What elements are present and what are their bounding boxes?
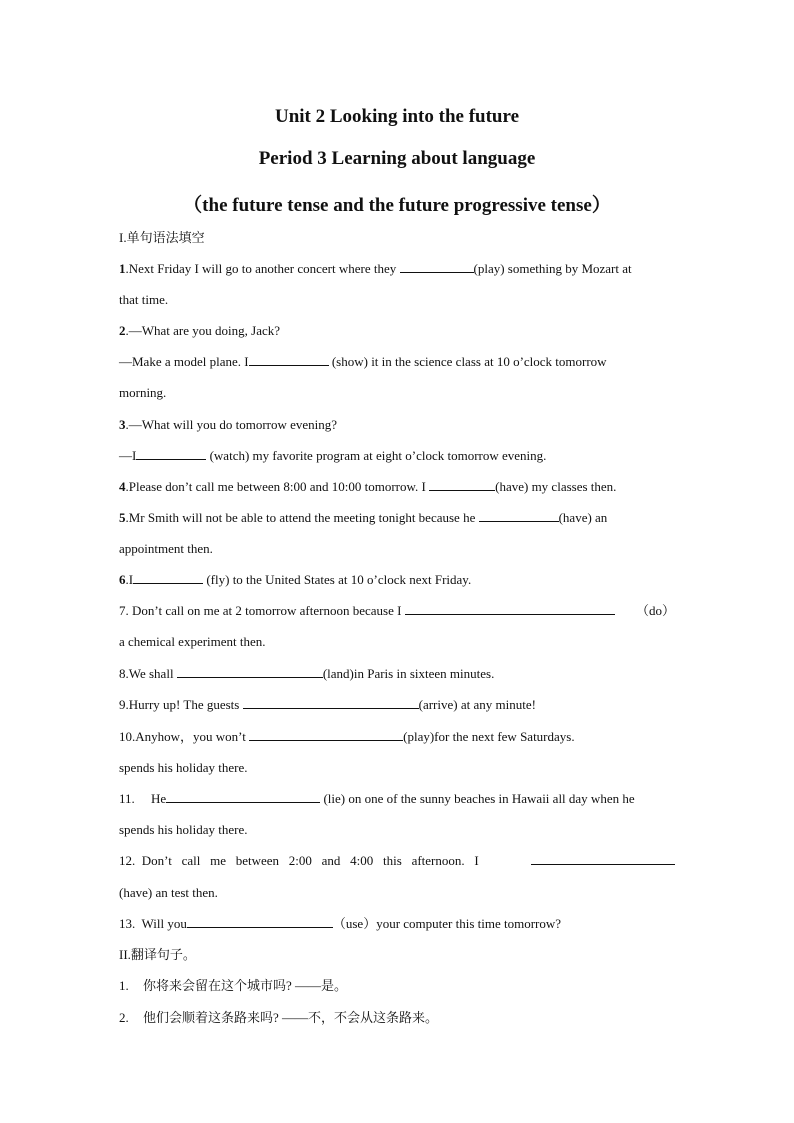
question-3-line-1 bbox=[119, 417, 675, 433]
question-text: (have) an bbox=[558, 510, 608, 525]
translation-item-1 bbox=[119, 978, 675, 994]
question-2-line-1 bbox=[119, 323, 675, 339]
question-13 bbox=[119, 916, 675, 932]
answer-blank[interactable] bbox=[243, 697, 419, 709]
section-heading-translation: II.翻译句子。 bbox=[119, 947, 196, 962]
question-text: (have) my classes then. bbox=[495, 479, 617, 494]
question-text: (play)for the next few Saturdays. bbox=[403, 729, 575, 744]
question-text: 12. Don’t call me between 2:00 and 4:00 this afternoon. I bbox=[119, 853, 479, 868]
question-8 bbox=[119, 666, 675, 682]
question-text: 11. He bbox=[119, 791, 167, 806]
translation-item-2 bbox=[119, 1010, 675, 1026]
question-7-line-1 bbox=[119, 603, 675, 619]
item-text: 你将来会留在这个城市吗? ——是。 bbox=[143, 978, 348, 993]
question-5-line-1 bbox=[119, 510, 675, 526]
question-text: 13. Will you bbox=[119, 916, 187, 931]
question-text: (watch) my favorite program at eight o’clock tomorrow evening. bbox=[206, 448, 547, 463]
question-6 bbox=[119, 572, 675, 588]
answer-blank[interactable] bbox=[249, 729, 403, 741]
question-text: (fly) to the United States at 10 o’clock next Friday. bbox=[203, 572, 472, 587]
question-number: 3 bbox=[119, 417, 126, 432]
question-number: 6 bbox=[119, 572, 126, 587]
question-number: 1 bbox=[119, 261, 126, 276]
page-title: Unit 2 Looking into the future bbox=[274, 106, 520, 127]
question-number: 4 bbox=[119, 479, 126, 494]
question-text: (lie) on one of the sunny beaches in Hawaii all day when he bbox=[320, 791, 635, 806]
answer-blank[interactable] bbox=[136, 448, 206, 460]
question-text: (land)in Paris in sixteen minutes. bbox=[322, 666, 495, 681]
question-11-line-1 bbox=[119, 791, 675, 807]
item-number: 2. bbox=[119, 1010, 129, 1025]
answer-blank[interactable] bbox=[479, 510, 559, 522]
answer-blank[interactable] bbox=[429, 479, 495, 491]
answer-blank[interactable] bbox=[405, 603, 615, 615]
answer-blank[interactable] bbox=[249, 354, 329, 366]
question-text: (arrive) at any minute! bbox=[418, 697, 536, 712]
question-text: （use）your computer this time tomorrow? bbox=[332, 916, 562, 931]
question-text: .Next Friday I will go to another concert where they bbox=[125, 261, 400, 276]
question-text: .I bbox=[125, 572, 134, 587]
item-number: 1. bbox=[119, 978, 129, 993]
question-1-line-1 bbox=[119, 261, 675, 277]
question-2-line-2 bbox=[119, 354, 675, 370]
question-9 bbox=[119, 697, 675, 713]
question-5-line-2: appointment then. bbox=[119, 541, 213, 556]
page-topic: （the future tense and the future progressive tense） bbox=[183, 195, 611, 216]
question-text: 9.Hurry up! The guests bbox=[119, 697, 243, 712]
answer-blank[interactable] bbox=[400, 261, 474, 273]
question-text: 10.Anyhow，you won’t bbox=[119, 729, 250, 744]
question-text: 8.We shall bbox=[119, 666, 177, 681]
answer-blank[interactable] bbox=[133, 572, 203, 584]
question-text: .Mr Smith will not be able to attend the meeting tonight because he bbox=[125, 510, 479, 525]
question-number: 5 bbox=[119, 510, 126, 525]
question-text: .Please don’t call me between 8:00 and 10:00 tomorrow. I bbox=[125, 479, 430, 494]
question-text: （do） bbox=[635, 603, 675, 618]
question-text: —I bbox=[119, 448, 137, 463]
item-text: 他们会顺着这条路来吗? ——不，不会从这条路来。 bbox=[143, 1010, 439, 1025]
section-heading-fill-blank: I.单句语法填空 bbox=[119, 230, 205, 245]
question-text: (play) something by Mozart at bbox=[473, 261, 632, 276]
question-3-line-2 bbox=[119, 448, 675, 464]
answer-blank[interactable] bbox=[531, 853, 675, 865]
question-text: 7. Don’t call on me at 2 tomorrow afternoon because I bbox=[119, 603, 405, 618]
question-text: .—What will you do tomorrow evening? bbox=[125, 417, 338, 432]
question-text: —Make a model plane. I bbox=[119, 354, 249, 369]
answer-blank[interactable] bbox=[187, 916, 333, 928]
question-10-line-1 bbox=[119, 729, 675, 745]
page-subtitle: Period 3 Learning about language bbox=[258, 148, 536, 169]
question-7-line-2: a chemical experiment then. bbox=[119, 634, 266, 649]
question-12-line-2: (have) an test then. bbox=[119, 885, 218, 900]
question-number: 2 bbox=[119, 323, 126, 338]
question-1-line-2: that time. bbox=[119, 292, 169, 307]
question-10-line-2: spends his holiday there. bbox=[119, 760, 248, 775]
answer-blank[interactable] bbox=[177, 666, 323, 678]
question-4 bbox=[119, 479, 675, 495]
question-2-line-3: morning. bbox=[119, 385, 167, 400]
question-12-line-1 bbox=[119, 853, 675, 869]
answer-blank[interactable] bbox=[166, 791, 320, 803]
question-text: .—What are you doing, Jack? bbox=[125, 323, 281, 338]
question-text: (show) it in the science class at 10 o’clock tomorrow bbox=[328, 354, 607, 369]
question-11-line-2: spends his holiday there. bbox=[119, 822, 248, 837]
